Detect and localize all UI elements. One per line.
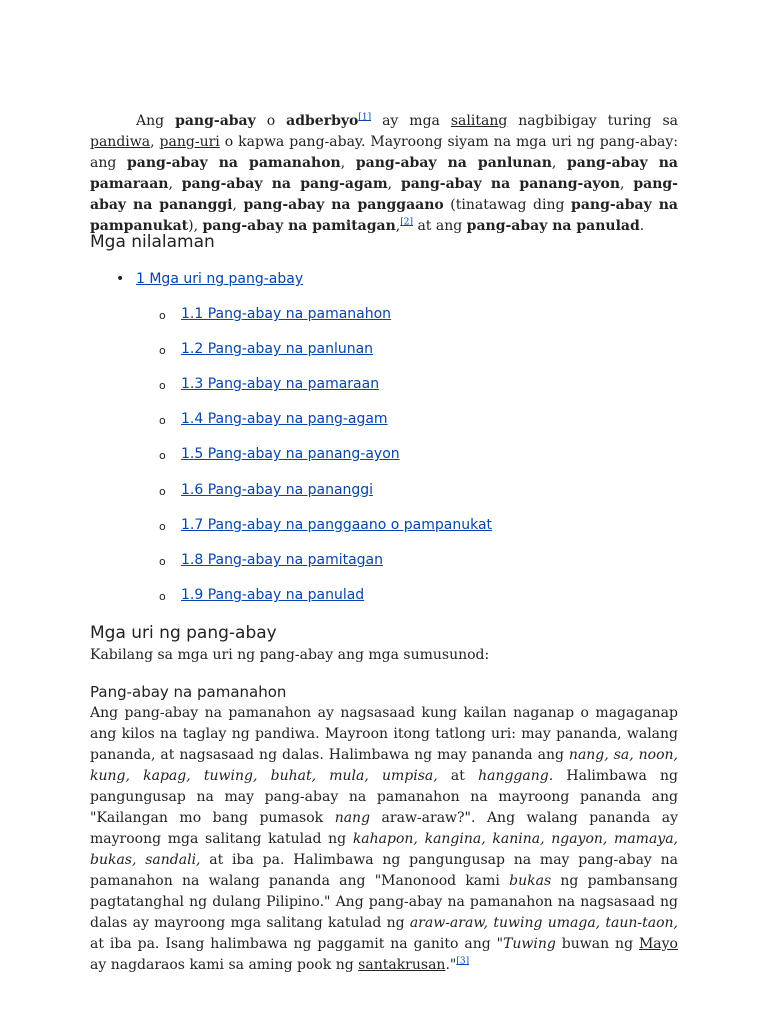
citation-1[interactable] [358, 112, 371, 122]
body-text: at [437, 768, 479, 784]
body-text: ng pambansang pagtatanghal ng dulang Pilipino." Ang pang-abay na pamanahon na nagsasaad ng dalas ay mayroong mga salitang katulad ng [90, 873, 678, 931]
toc-title: Mga nilalaman [90, 232, 215, 252]
intro-text: o [255, 113, 287, 129]
toc-link-panggaano[interactable]: 1.7 Pang-abay na panggaano o pampanukat [181, 517, 493, 533]
section-heading: Mga uri ng pang-abay [90, 623, 277, 643]
link-pandiwa[interactable]: pandiwa [90, 134, 151, 150]
example-words: Tuwing [503, 936, 556, 952]
intro-text: , [150, 134, 160, 150]
intro-term: pang-abay na panang-ayon [400, 176, 621, 192]
section-intro: Kabilang sa mga uri ng pang-abay ang mga sumusunod: [90, 647, 490, 663]
intro-term: adberbyo [286, 113, 359, 129]
body-text: buwan ng [555, 936, 639, 952]
intro-text: (tinatawag ding [443, 197, 572, 213]
citation-2[interactable] [400, 217, 413, 227]
link-santakrusan[interactable]: santakrusan [358, 957, 446, 973]
intro-text: , [620, 176, 634, 192]
intro-text: , [395, 218, 401, 234]
intro-text: ), [188, 218, 203, 234]
intro-text: , [168, 176, 182, 192]
body-text: at iba pa. Halimbawa ng pangungusap na may pang-abay na pamanahon na walang pananda ang "Manonood kami [90, 852, 678, 889]
body-text: araw-araw?". Ang walang pananda ay mayroong mga salitang katulad ng [90, 810, 678, 847]
intro-term: pang-abay na pamitagan [202, 218, 396, 234]
citation-3[interactable] [456, 956, 469, 966]
toc-item [181, 443, 400, 465]
example-words: araw-araw, tuwing umaga, taun-taon, [409, 915, 678, 931]
body-text: Halimbawa ng pangungusap na may pang-abay na pamanahon na mayroong pananda ang "Kailangan mo bang pumasok [90, 768, 678, 826]
example-words: kahapon, kangina, kanina, ngayon, mamaya, bukas, sandali, [90, 831, 678, 868]
citation-link[interactable]: [1] [358, 112, 372, 123]
toc-link-pamanahon[interactable]: 1.1 Pang-abay na pamanahon [181, 306, 392, 322]
intro-term: pang-abay na panulad [466, 218, 640, 234]
intro-term: pang-abay [175, 113, 256, 129]
body-text: at iba pa. Isang halimbawa ng paggamit na ganito ang " [90, 936, 504, 952]
toc-link-mga-uri[interactable]: 1 Mga uri ng pang-abay [136, 271, 304, 287]
intro-term: pang-abay na panggaano [243, 197, 444, 213]
intro-text: Ang [136, 113, 176, 129]
intro-term: pang-abay na pang-agam [181, 176, 388, 192]
body-text: ." [445, 957, 457, 973]
intro-text: , [340, 155, 356, 171]
citation-link[interactable]: [3] [456, 956, 470, 967]
intro-term: pang-abay na pamaraan [90, 155, 678, 192]
toc-item [136, 268, 303, 290]
intro-term: pang-abay na panlunan [355, 155, 552, 171]
intro-term: pang-abay na pampanukat [90, 197, 678, 234]
toc-item [181, 338, 373, 360]
toc-item [181, 549, 383, 571]
intro-paragraph [90, 111, 678, 237]
toc-item [181, 584, 364, 606]
intro-text: o kapwa pang-abay. Mayroong siyam na mga uri ng pang-abay: ang [90, 134, 678, 171]
toc-link-pang-agam[interactable]: 1.4 Pang-abay na pang-agam [181, 411, 388, 427]
intro-text: , [551, 155, 567, 171]
citation-link[interactable]: [2] [400, 217, 413, 228]
toc-link-panulad[interactable]: 1.9 Pang-abay na panulad [181, 587, 365, 603]
toc-item [181, 303, 391, 325]
link-mayo[interactable]: Mayo [638, 936, 678, 952]
example-words: bukas [509, 873, 552, 889]
example-words: nang [334, 810, 371, 826]
toc-link-pamitagan[interactable]: 1.8 Pang-abay na pamitagan [181, 552, 384, 568]
intro-term: pang-abay na pamanahon [126, 155, 341, 171]
toc-link-panang-ayon[interactable]: 1.5 Pang-abay na panang-ayon [181, 446, 400, 462]
subsection-paragraph [90, 703, 678, 976]
toc-item [181, 479, 373, 501]
intro-text: , [232, 197, 244, 213]
subsection-heading: Pang-abay na pamanahon [90, 683, 287, 701]
intro-text: nagbibigay turing sa [507, 113, 678, 129]
link-salitang[interactable]: salitang [450, 113, 508, 129]
toc-link-panlunan[interactable]: 1.2 Pang-abay na panlunan [181, 341, 374, 357]
intro-text: ay mga [371, 113, 451, 129]
intro-text: . [639, 218, 645, 234]
toc-link-pananggi[interactable]: 1.6 Pang-abay na pananggi [181, 482, 374, 498]
example-words: nang, sa, noon, kung, kapag, tuwing, buhat, mula, umpisa, [90, 747, 678, 784]
toc-link-pamaraan[interactable]: 1.3 Pang-abay na pamaraan [181, 376, 380, 392]
body-text: Ang pang-abay na pamanahon ay nagsasaad kung kailan naganap o magaganap ang kilos na taglay ng pandiwa. Mayroon itong tatlong uri: may pananda, walang pananda, at nagsasaad ng dalas. Halimbawa ng may pananda ang [90, 705, 678, 763]
example-words: hanggang. [478, 768, 554, 784]
body-text: ay nagdaraos kami sa aming pook ng [90, 957, 359, 973]
intro-text: , [387, 176, 401, 192]
toc-item [181, 373, 379, 395]
toc-item [181, 514, 492, 536]
intro-term: pang-abay na pananggi [90, 176, 678, 213]
intro-text: at ang [413, 218, 467, 234]
toc-item [181, 408, 388, 430]
link-pang-uri[interactable]: pang-uri [159, 134, 220, 150]
